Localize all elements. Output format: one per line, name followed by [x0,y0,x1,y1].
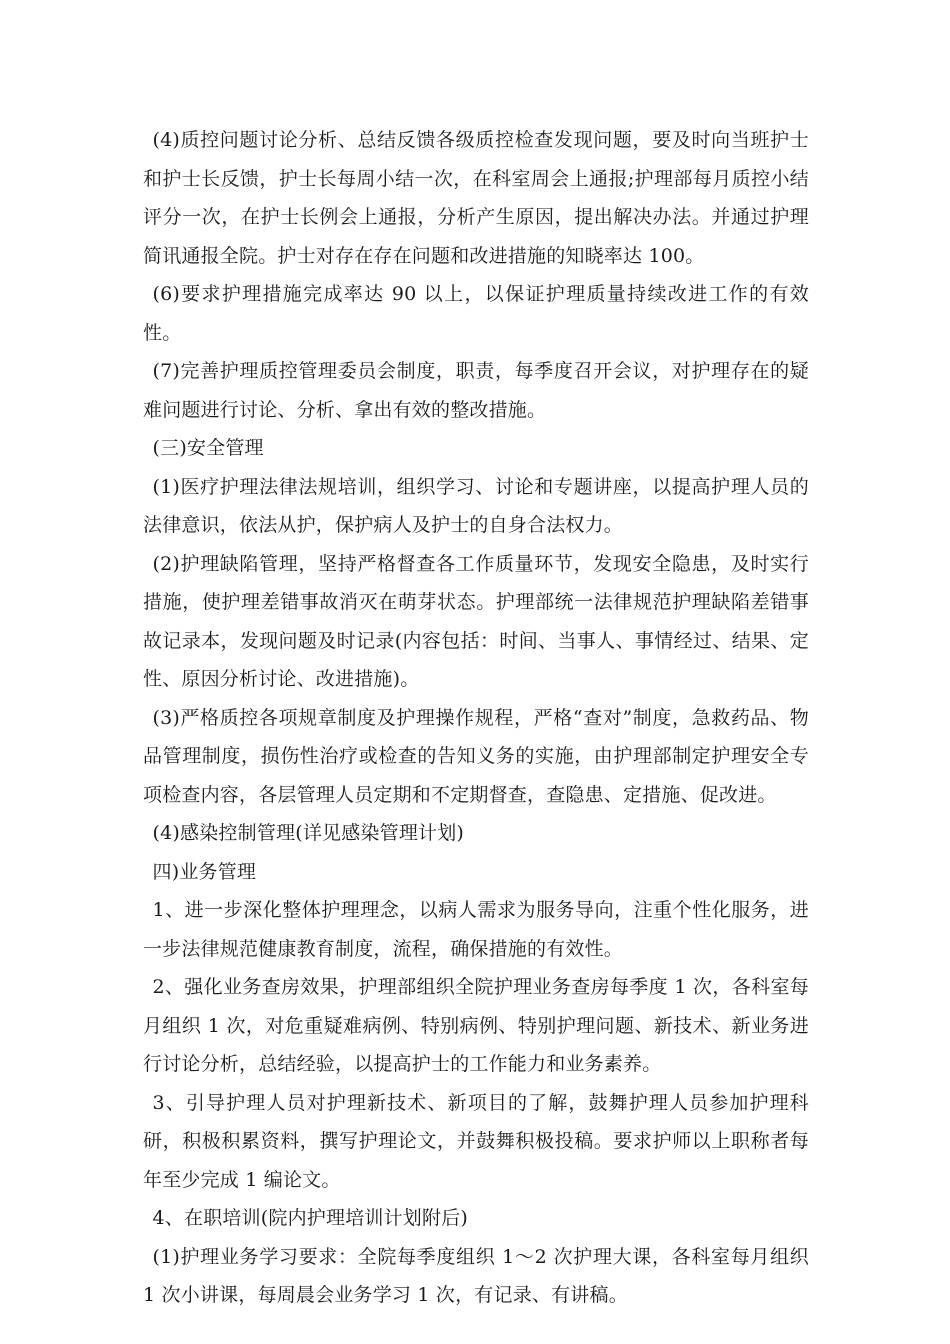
paragraph-legal-training: (1)医疗护理法律法规培训，组织学习、讨论和专题讲座，以提高护理人员的法律意识，依法从护，保护病人及护士的自身合法权力。 [143,475,809,536]
paragraph-holistic-care: 1、进一步深化整体护理理念，以病人需求为服务导向，注重个性化服务，进一步法律规范健康教育制度，流程，确保措施的有效性。 [143,899,809,960]
paragraph-infection-control: (4)感染控制管理(详见感染管理计划) [152,822,465,844]
paragraph-defect-management: (2)护理缺陷管理，坚持严格督查各工作质量环节，发现安全隐患，及时实行措施，使护理差错事故消灭在萌芽状态。护理部统一法律规范护理缺陷差错事故记录本，发现问题及时记录(内容包括：时间、当事人、事情经过、结果、定性、原因分析讨论、改进措施)。 [143,552,809,690]
paragraph-measure-completion: (6)要求护理措施完成率达 90 以上，以保证护理质量持续改进工作的有效性。 [143,283,809,344]
paragraph-quality-discussion: (4)质控问题讨论分析、总结反馈各级质控检查发现问题，要及时向当班护士和护士长反馈，护士长每周小结一次，在科室周会上通报;护理部每月质控小结评分一次，在护士长例会上通报，分析产生原因，提出解决办法。并通过护理简讯通报全院。护士对存在存在问题和改进措施的知晓率达 100。 [143,129,809,267]
paragraph-study-requirements: (1)护理业务学习要求：全院每季度组织 1～2 次护理大课，各科室每月组织 1 次小讲课，每周晨会业务学习 1 次，有记录、有讲稿。 [143,1245,809,1306]
document-page [143,121,809,1315]
paragraph-in-service-training: 4、在职培训(院内护理培训计划附后) [152,1207,469,1229]
paragraph-regulations: (3)严格质控各项规章制度及护理操作规程，严格“查对”制度，急救药品、物品管理制度，损伤性治疗或检查的告知义务的实施，由护理部制定护理安全专项检查内容，各层管理人员定期和不定期督查，查隐患、定措施、促改进。 [143,706,809,806]
paragraph-research: 3、引导护理人员对护理新技术、新项目的了解，鼓舞护理人员参加护理科研，积极积累资料，撰写护理论文，并鼓舞积极投稿。要求护师以上职称者每年至少完成 1 编论文。 [143,1091,809,1191]
paragraph-committee: (7)完善护理质控管理委员会制度，职责，每季度召开会议，对护理存在的疑难问题进行讨论、分析、拿出有效的整改措施。 [143,360,809,421]
paragraph-ward-rounds: 2、强化业务查房效果，护理部组织全院护理业务查房每季度 1 次，各科室每月组织 1 次，对危重疑难病例、特别病例、特别护理问题、新技术、新业务进行讨论分析，总结经验，以提高护士的工作能力和业务素养。 [143,976,809,1075]
heading-business-management: 四)业务管理 [152,860,257,883]
heading-safety-management: (三)安全管理 [152,437,264,459]
